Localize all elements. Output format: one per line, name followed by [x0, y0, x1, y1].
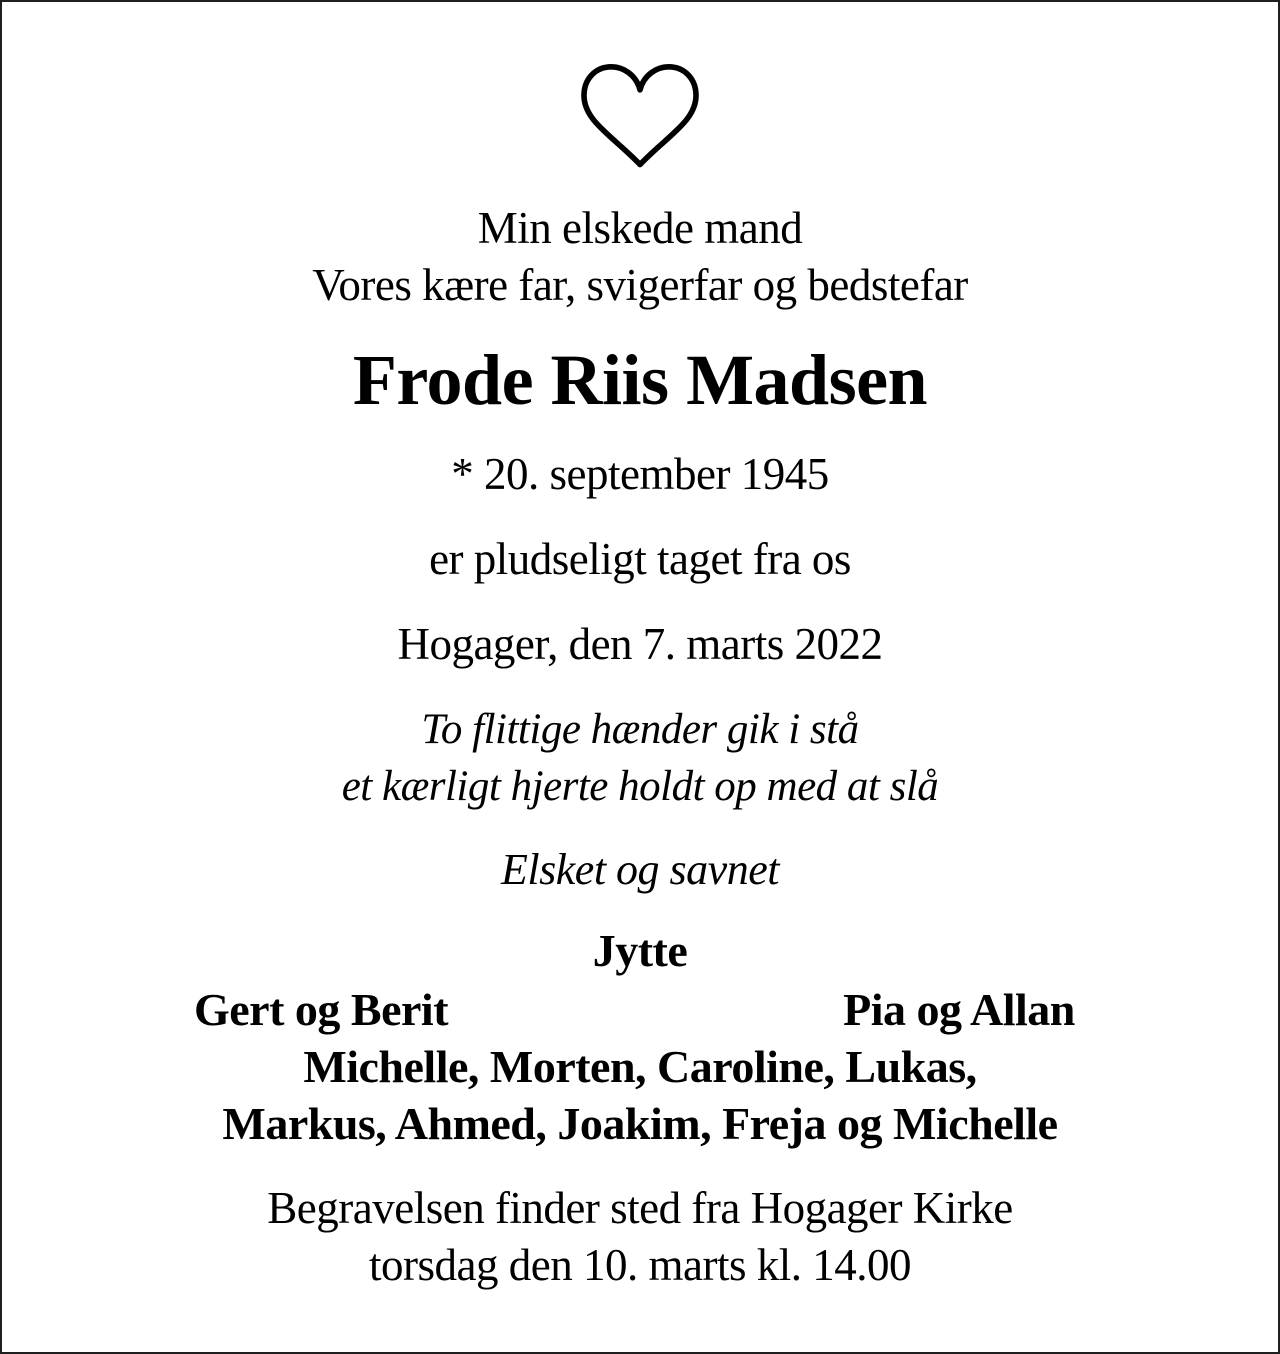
mourner-couple-right: Pia og Allan — [843, 984, 1075, 1035]
birth-date-line: * 20. september 1945 — [451, 449, 829, 499]
funeral-info-line-2: torsdag den 10. marts kl. 14.00 — [369, 1240, 911, 1290]
place-date-line: Hogager, den 7. marts 2022 — [397, 619, 883, 669]
intro-line-1: Min elskede mand — [477, 203, 803, 253]
mourner-primary: Jytte — [592, 925, 688, 976]
grandchildren-line-2: Markus, Ahmed, Joakim, Freja og Michelle — [222, 1098, 1058, 1149]
death-statement-line: er pludseligt taget fra os — [429, 534, 851, 584]
verse-line-2: et kærligt hjerte holdt op med at slå — [341, 763, 939, 810]
grandchildren-line-1: Michelle, Morten, Caroline, Lukas, — [303, 1041, 977, 1092]
verse-line-1: To flittige hænder gik i stå — [421, 706, 859, 753]
mourner-couples-row — [2, 981, 1278, 1038]
heart-outline-icon — [570, 60, 710, 172]
funeral-info-line-1: Begravelsen finder sted fra Hogager Kirke — [267, 1183, 1013, 1233]
mourner-couple-left: Gert og Berit — [193, 984, 449, 1035]
deceased-name: Frode Riis Madsen — [352, 340, 928, 420]
farewell-line: Elsket og savnet — [501, 845, 779, 894]
intro-line-2: Vores kære far, svigerfar og bedstefar — [312, 260, 968, 310]
